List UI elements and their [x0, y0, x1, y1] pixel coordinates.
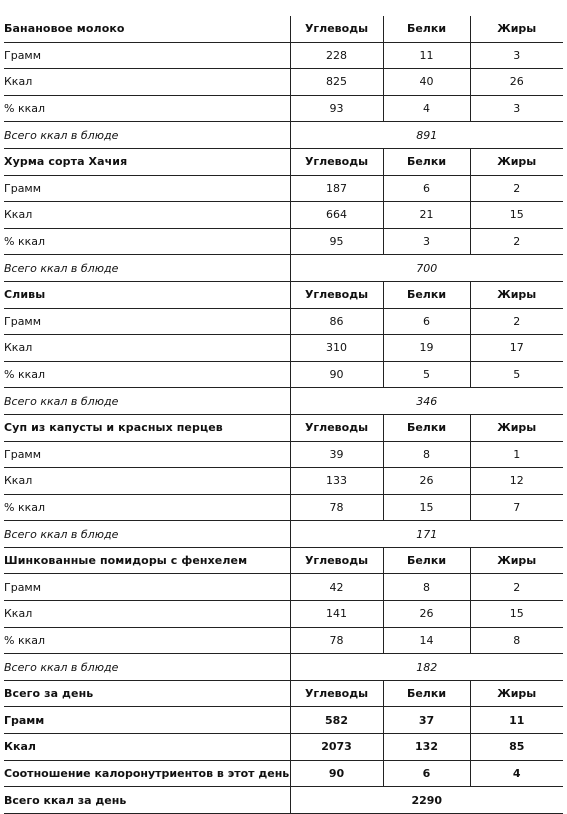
dish-name: Сливы — [4, 281, 290, 308]
day-row-label-ratio: Соотношение калоронутриентов в этот день — [4, 760, 290, 787]
value-fat: 2 — [470, 574, 563, 601]
value-fat: 3 — [470, 95, 563, 122]
column-header-carbs: Углеводы — [290, 547, 383, 574]
value-fat: 3 — [470, 42, 563, 69]
nutrient-row-kcal — [4, 69, 563, 96]
dish-header-row — [4, 547, 563, 574]
value-fat: 15 — [470, 202, 563, 229]
nutrient-row-kcal — [4, 468, 563, 495]
row-label-kcal: Ккал — [4, 202, 290, 229]
nutrient-row-gram — [4, 574, 563, 601]
dish-total-row — [4, 255, 563, 282]
nutrient-row-gram — [4, 308, 563, 335]
nutrient-row-pct — [4, 228, 563, 255]
dish-total-label: Всего ккал в блюде — [4, 122, 290, 149]
value-fat: 17 — [470, 335, 563, 362]
value-fat: 5 — [470, 361, 563, 388]
dish-total-row — [4, 654, 563, 681]
column-header-protein: Белки — [383, 547, 470, 574]
row-label-gram: Грамм — [4, 308, 290, 335]
value-protein: 40 — [383, 69, 470, 96]
nutrition-table-body — [4, 16, 563, 813]
value-carbs: 310 — [290, 335, 383, 362]
row-label-pct: % ккал — [4, 228, 290, 255]
row-label-kcal: Ккал — [4, 69, 290, 96]
dish-name: Суп из капусты и красных перцев — [4, 414, 290, 441]
dish-total-row — [4, 388, 563, 415]
value-carbs: 86 — [290, 308, 383, 335]
value-protein: 8 — [383, 441, 470, 468]
dish-header-row — [4, 414, 563, 441]
column-header-carbs: Углеводы — [290, 281, 383, 308]
column-header-fat: Жиры — [470, 547, 563, 574]
row-label-pct: % ккал — [4, 627, 290, 654]
column-header-fat: Жиры — [470, 281, 563, 308]
dish-name: Банановое молоко — [4, 16, 290, 42]
value-protein: 11 — [383, 42, 470, 69]
day-row-gram — [4, 707, 563, 734]
nutrient-row-gram — [4, 441, 563, 468]
nutrient-row-gram — [4, 42, 563, 69]
value-carbs: 664 — [290, 202, 383, 229]
row-label-kcal: Ккал — [4, 335, 290, 362]
value-protein: 6 — [383, 175, 470, 202]
day-total-value: 2290 — [290, 787, 563, 814]
nutrient-row-kcal — [4, 202, 563, 229]
value-carbs: 187 — [290, 175, 383, 202]
value-protein: 4 — [383, 95, 470, 122]
row-label-gram: Грамм — [4, 42, 290, 69]
value-fat: 8 — [470, 627, 563, 654]
row-label-pct: % ккал — [4, 494, 290, 521]
day-row-kcal — [4, 734, 563, 761]
dish-total-value: 700 — [290, 255, 563, 282]
value-protein: 5 — [383, 361, 470, 388]
value-carbs: 95 — [290, 228, 383, 255]
value-carbs: 90 — [290, 361, 383, 388]
day-value-fat: 11 — [470, 707, 563, 734]
value-fat: 7 — [470, 494, 563, 521]
column-header-fat: Жиры — [470, 148, 563, 175]
dish-total-label: Всего ккал в блюде — [4, 521, 290, 548]
value-carbs: 93 — [290, 95, 383, 122]
day-total-label: Всего ккал за день — [4, 787, 290, 814]
value-fat: 1 — [470, 441, 563, 468]
nutrient-row-pct — [4, 627, 563, 654]
dish-header-row — [4, 148, 563, 175]
value-carbs: 78 — [290, 627, 383, 654]
row-label-kcal: Ккал — [4, 468, 290, 495]
dish-total-value: 891 — [290, 122, 563, 149]
dish-total-value: 171 — [290, 521, 563, 548]
value-carbs: 133 — [290, 468, 383, 495]
dish-total-label: Всего ккал в блюде — [4, 255, 290, 282]
value-carbs: 39 — [290, 441, 383, 468]
dish-total-label: Всего ккал в блюде — [4, 654, 290, 681]
day-header-row — [4, 680, 563, 707]
day-title: Всего за день — [4, 680, 290, 707]
value-carbs: 78 — [290, 494, 383, 521]
day-value-carbs: 2073 — [290, 734, 383, 761]
nutrient-row-kcal — [4, 601, 563, 628]
dish-total-row — [4, 521, 563, 548]
column-header-protein: Белки — [383, 148, 470, 175]
nutrient-row-pct — [4, 494, 563, 521]
column-header-carbs: Углеводы — [290, 148, 383, 175]
day-value-fat: 4 — [470, 760, 563, 787]
value-fat: 26 — [470, 69, 563, 96]
column-header-protein: Белки — [383, 414, 470, 441]
row-label-gram: Грамм — [4, 574, 290, 601]
column-header-fat: Жиры — [470, 680, 563, 707]
column-header-fat: Жиры — [470, 414, 563, 441]
dish-header-row — [4, 281, 563, 308]
value-carbs: 141 — [290, 601, 383, 628]
value-carbs: 228 — [290, 42, 383, 69]
column-header-carbs: Углеводы — [290, 16, 383, 42]
column-header-protein: Белки — [383, 281, 470, 308]
dish-total-value: 182 — [290, 654, 563, 681]
row-label-pct: % ккал — [4, 361, 290, 388]
dish-name: Шинкованные помидоры с фенхелем — [4, 547, 290, 574]
day-row-label-kcal: Ккал — [4, 734, 290, 761]
value-fat: 12 — [470, 468, 563, 495]
value-protein: 14 — [383, 627, 470, 654]
dish-total-label: Всего ккал в блюде — [4, 388, 290, 415]
dish-total-row — [4, 122, 563, 149]
value-fat: 2 — [470, 308, 563, 335]
value-carbs: 42 — [290, 574, 383, 601]
dish-name: Хурма сорта Хачия — [4, 148, 290, 175]
nutrient-row-kcal — [4, 335, 563, 362]
nutrient-row-pct — [4, 361, 563, 388]
day-value-protein: 6 — [383, 760, 470, 787]
dish-total-value: 346 — [290, 388, 563, 415]
value-protein: 26 — [383, 601, 470, 628]
value-protein: 8 — [383, 574, 470, 601]
day-value-protein: 132 — [383, 734, 470, 761]
day-value-carbs: 90 — [290, 760, 383, 787]
day-value-carbs: 582 — [290, 707, 383, 734]
column-header-protein: Белки — [383, 16, 470, 42]
dish-header-row — [4, 16, 563, 42]
day-row-label-gram: Грамм — [4, 707, 290, 734]
value-protein: 21 — [383, 202, 470, 229]
nutrient-row-gram — [4, 175, 563, 202]
day-total-row — [4, 787, 563, 814]
column-header-protein: Белки — [383, 680, 470, 707]
nutrition-table — [4, 16, 563, 814]
value-fat: 2 — [470, 228, 563, 255]
day-value-fat: 85 — [470, 734, 563, 761]
column-header-carbs: Углеводы — [290, 414, 383, 441]
value-protein: 15 — [383, 494, 470, 521]
value-protein: 6 — [383, 308, 470, 335]
day-row-ratio — [4, 760, 563, 787]
row-label-pct: % ккал — [4, 95, 290, 122]
day-value-protein: 37 — [383, 707, 470, 734]
row-label-kcal: Ккал — [4, 601, 290, 628]
value-protein: 19 — [383, 335, 470, 362]
row-label-gram: Грамм — [4, 441, 290, 468]
value-protein: 3 — [383, 228, 470, 255]
value-protein: 26 — [383, 468, 470, 495]
value-fat: 15 — [470, 601, 563, 628]
row-label-gram: Грамм — [4, 175, 290, 202]
value-carbs: 825 — [290, 69, 383, 96]
nutrient-row-pct — [4, 95, 563, 122]
column-header-fat: Жиры — [470, 16, 563, 42]
value-fat: 2 — [470, 175, 563, 202]
column-header-carbs: Углеводы — [290, 680, 383, 707]
